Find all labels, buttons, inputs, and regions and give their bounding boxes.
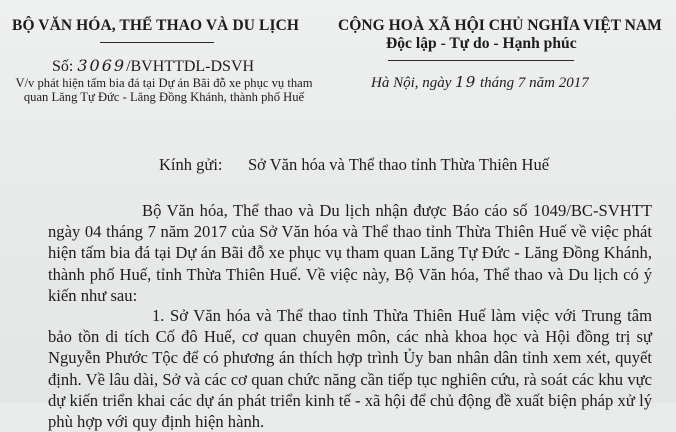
recipient-label: Kính gửi:: [159, 155, 223, 174]
body-paragraph: 1. Sở Văn hóa và Thể thao tỉnh Thừa Thiên Huế làm việc với Trung tâm bảo tồn di tích Cố đô Huế, cơ quan chuyên môn, các nhà khoa học và Hội đồng trị sự Nguyễn Phước Tộc để có phương án thích hợp trình Ủy ban nhân dân tỉnh xem xét, quyết định. Về lâu dài, Sở và các cơ quan chức năng cần tiếp tục nghiên cứu, rà soát các khu vực dự kiến triển khai các dự án phát triển kinh tế - xã hội để chủ động đề xuất biện pháp xử lý phù hợp với quy định hiện hành.: [48, 306, 652, 432]
national-title: CỘNG HOÀ XÃ HỘI CHỦ NGHĨA VIỆT NAM: [338, 17, 662, 34]
recipient-name: Sở Văn hóa và Thể thao tỉnh Thừa Thiên Huế: [248, 155, 550, 174]
document-number: [52, 56, 254, 76]
month-year: tháng 7 năm 2017: [480, 75, 589, 91]
doc-number-handwritten: 3069: [77, 56, 127, 75]
doc-number-prefix: Số:: [52, 58, 74, 75]
document-subject: V/v phát hiện tấm bia đá tại Dự án Bãi đỗ xe phục vụ tham quan Lăng Tự Đức - Lăng Đồng Khánh, thành phố Huế: [15, 76, 313, 104]
recipient-line: [159, 155, 549, 175]
national-motto: Độc lập - Tự do - Hạnh phúc: [386, 35, 577, 52]
place-prefix: Hà Nội, ngày: [371, 75, 452, 91]
doc-number-suffix: /BVHTTDL-DSVH: [126, 58, 255, 75]
day-handwritten: 19: [455, 73, 477, 91]
issuing-organization: BỘ VĂN HÓA, THỂ THAO VÀ DU LỊCH: [12, 17, 300, 34]
left-header-rule: [100, 42, 214, 43]
body-paragraph: Bộ Văn hóa, Thể thao và Du lịch nhận được Báo cáo số 1049/BC-SVHTT ngày 04 tháng 7 năm 2017 của Sở Văn hóa và Thể thao tỉnh Thừa Thiên Huế về việc phát hiện tấm bia đá tại Dự án Bãi đỗ xe phục vụ tham quan Lăng Tự Đức - Lăng Đồng Khánh, thành phố Huế, tỉnh Thừa Thiên Huế. Về việc này, Bộ Văn hóa, Thể thao và Du lịch có ý kiến như sau:: [48, 201, 652, 305]
right-header-rule: [388, 60, 574, 61]
place-and-date: [371, 73, 589, 92]
